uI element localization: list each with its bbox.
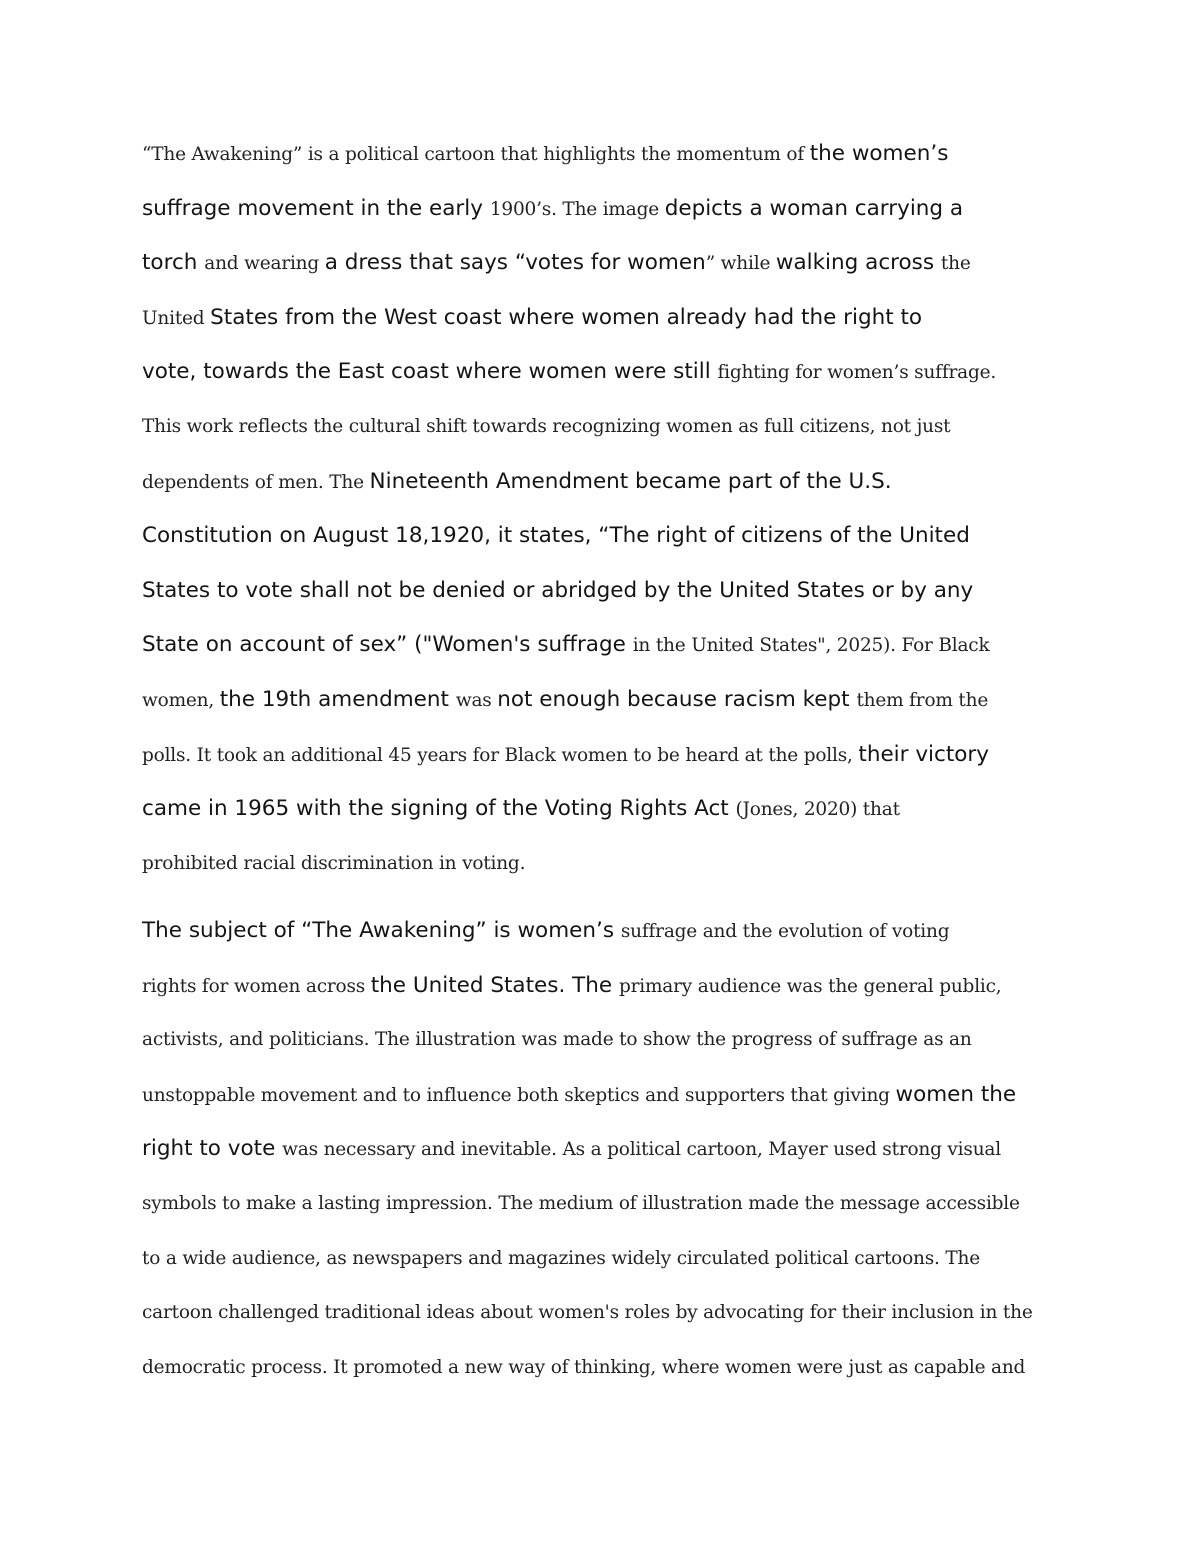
text-line bbox=[142, 136, 948, 176]
text-line bbox=[142, 1350, 1025, 1390]
text-run: activists, and politicians. The illustration was made to show the progress of suffrage as an bbox=[142, 1029, 972, 1051]
text-run: torch bbox=[142, 250, 205, 276]
text-line bbox=[142, 518, 970, 558]
text-run: prohibited racial discrimination in voting. bbox=[142, 852, 526, 874]
text-run: to a wide audience, as newspapers and magazines widely circulated political cartoons. The bbox=[142, 1247, 981, 1269]
text-run: not enough because racism kept bbox=[497, 687, 857, 712]
text-line bbox=[142, 245, 971, 285]
text-run: women, bbox=[142, 690, 220, 711]
text-run: States to vote shall not be denied or abridged by the United States or by any bbox=[142, 577, 974, 603]
text-run: ” while bbox=[705, 253, 776, 275]
text-run: This work reflects the cultural shift towards recognizing women as full citizens, not just bbox=[142, 416, 951, 437]
text-line bbox=[142, 968, 1001, 1008]
text-run: cartoon challenged traditional ideas about women's roles by advocating for their inclusion in the bbox=[142, 1302, 1033, 1324]
text-run: walking across bbox=[775, 250, 941, 276]
text-line bbox=[142, 846, 525, 886]
text-run: came in 1965 with the signing of the Voting Rights Act bbox=[142, 796, 736, 822]
text-run: States from the West coast where women already had the right to bbox=[210, 304, 923, 330]
text-run: “The Awakening” is a political cartoon that highlights the momentum of bbox=[142, 144, 810, 165]
text-line bbox=[142, 913, 949, 953]
text-line bbox=[142, 354, 996, 394]
text-line bbox=[142, 682, 988, 722]
text-line bbox=[142, 1022, 972, 1062]
text-line bbox=[142, 1241, 980, 1281]
text-run: the women’s bbox=[809, 141, 949, 166]
text-run: rights for women across bbox=[142, 975, 371, 997]
text-run: fighting for women’s suffrage. bbox=[717, 362, 997, 384]
text-run: (Jones, 2020) that bbox=[735, 799, 900, 821]
text-run: suffrage and the evolution of voting bbox=[620, 921, 950, 942]
text-line bbox=[142, 573, 973, 613]
text-run: their victory bbox=[858, 741, 989, 767]
text-run: them from the bbox=[856, 690, 989, 711]
text-line bbox=[142, 409, 950, 449]
text-run: Nineteenth Amendment became part of the U.S. bbox=[369, 468, 892, 494]
text-line bbox=[142, 464, 892, 504]
text-run: dependents of men. The bbox=[142, 471, 370, 493]
text-line bbox=[142, 1186, 1020, 1226]
text-run: democratic process. It promoted a new way of thinking, where women were just as capable and bbox=[142, 1356, 1026, 1378]
text-run: The subject of “The Awakening” is women’s bbox=[142, 918, 621, 943]
text-run: was necessary and inevitable. As a political cartoon, Mayer used strong visual bbox=[282, 1139, 1001, 1161]
text-line bbox=[142, 1295, 1033, 1335]
text-line bbox=[142, 791, 900, 831]
text-run: and wearing bbox=[204, 253, 325, 275]
text-run: a dress that says “votes for women bbox=[324, 250, 706, 276]
text-run: suffrage movement in the early bbox=[142, 195, 490, 221]
text-run: symbols to make a lasting impression. The medium of illustration made the message accessible bbox=[142, 1193, 1020, 1214]
text-run: right to vote bbox=[142, 1136, 283, 1162]
text-line bbox=[142, 627, 989, 667]
text-run: Constitution on August 18,1920, it states, “The right of citizens of the United bbox=[142, 523, 970, 549]
text-line bbox=[142, 300, 922, 340]
text-run: was bbox=[455, 690, 498, 711]
text-run: unstoppable movement and to influence both skeptics and supporters that giving bbox=[142, 1084, 896, 1106]
text-run: State on account of sex” ("Women's suffrage bbox=[142, 632, 633, 658]
text-run: depicts a woman carrying a bbox=[664, 195, 964, 221]
text-run: the 19th amendment bbox=[219, 687, 456, 712]
text-run: United bbox=[142, 307, 211, 329]
text-line bbox=[142, 191, 963, 231]
text-run: primary audience was the general public, bbox=[618, 975, 1002, 997]
text-run: the bbox=[940, 253, 971, 275]
text-line bbox=[142, 1077, 1016, 1117]
text-line bbox=[142, 737, 989, 777]
text-run: vote, towards the East coast where women were still bbox=[142, 359, 718, 385]
text-line bbox=[142, 1131, 1001, 1171]
text-run: 1900’s. The image bbox=[489, 198, 665, 220]
text-run: the United States. The bbox=[370, 972, 619, 998]
text-run: women the bbox=[895, 1081, 1017, 1107]
text-run: in the United States", 2025). For Black bbox=[632, 635, 990, 657]
text-run: polls. It took an additional 45 years for Black women to be heard at the polls, bbox=[142, 744, 859, 766]
